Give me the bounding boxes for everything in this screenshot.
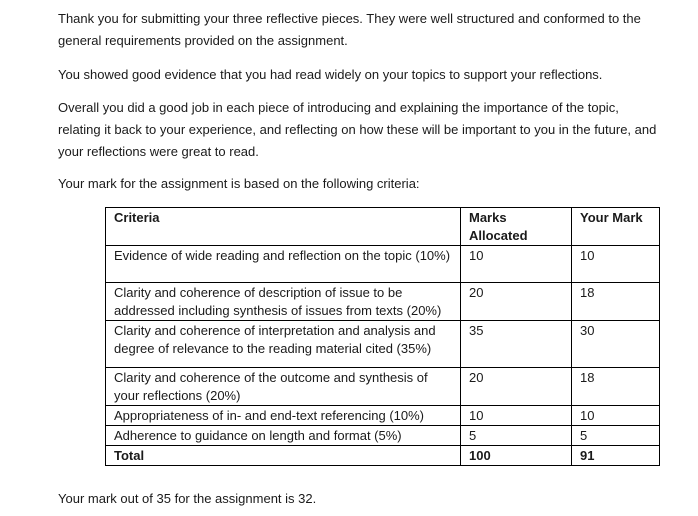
criteria-header: Criteria [106,208,461,246]
marks-allocated-header: Marks Allocated [461,208,572,246]
table-row [106,368,660,406]
allocated-cell: 10 [461,246,572,283]
final-mark-paragraph: Your mark out of 35 for the assignment is 32. [58,491,317,506]
mark-cell: 5 [572,426,660,446]
criterion-cell: Clarity and coherence of description of issue to be addressed including synthesis of issues from texts (20%) [106,283,461,321]
criterion-cell: Adherence to guidance on length and format (5%) [106,426,461,446]
criteria-table [105,207,660,466]
table-row [106,283,660,321]
evidence-paragraph: You showed good evidence that you had read widely on your topics to support your reflections. [58,67,603,82]
table-row [106,321,660,368]
your-mark-header: Your Mark [572,208,660,246]
total-allocated-cell: 100 [461,446,572,466]
mark-cell: 10 [572,246,660,283]
table-row [106,406,660,426]
mark-cell: 18 [572,283,660,321]
total-label-cell: Total [106,446,461,466]
intro-paragraph: Thank you for submitting your three reflective pieces. They were well structured and conformed to the general requirements provided on the assignment. [58,11,641,48]
allocated-cell: 5 [461,426,572,446]
mark-cell: 18 [572,368,660,406]
overall-paragraph: Overall you did a good job in each piece of introducing and explaining the importance of the topic, relating it back to your experience, and reflecting on how these will be important to you in the future, and your reflections were great to read. [58,100,657,159]
mark-cell: 30 [572,321,660,368]
criterion-cell: Clarity and coherence of interpretation and analysis and degree of relevance to the reading material cited (35%) [106,321,461,368]
table-total-row [106,446,660,466]
table-row [106,246,660,283]
criterion-cell: Appropriateness of in- and end-text referencing (10%) [106,406,461,426]
table-row [106,426,660,446]
table-header-row [106,208,660,246]
criterion-cell: Clarity and coherence of the outcome and synthesis of your reflections (20%) [106,368,461,406]
allocated-cell: 35 [461,321,572,368]
criteria-intro-paragraph: Your mark for the assignment is based on the following criteria: [58,176,420,191]
allocated-cell: 20 [461,283,572,321]
allocated-cell: 10 [461,406,572,426]
total-mark-cell: 91 [572,446,660,466]
mark-cell: 10 [572,406,660,426]
criterion-cell: Evidence of wide reading and reflection on the topic (10%) [106,246,461,283]
allocated-cell: 20 [461,368,572,406]
